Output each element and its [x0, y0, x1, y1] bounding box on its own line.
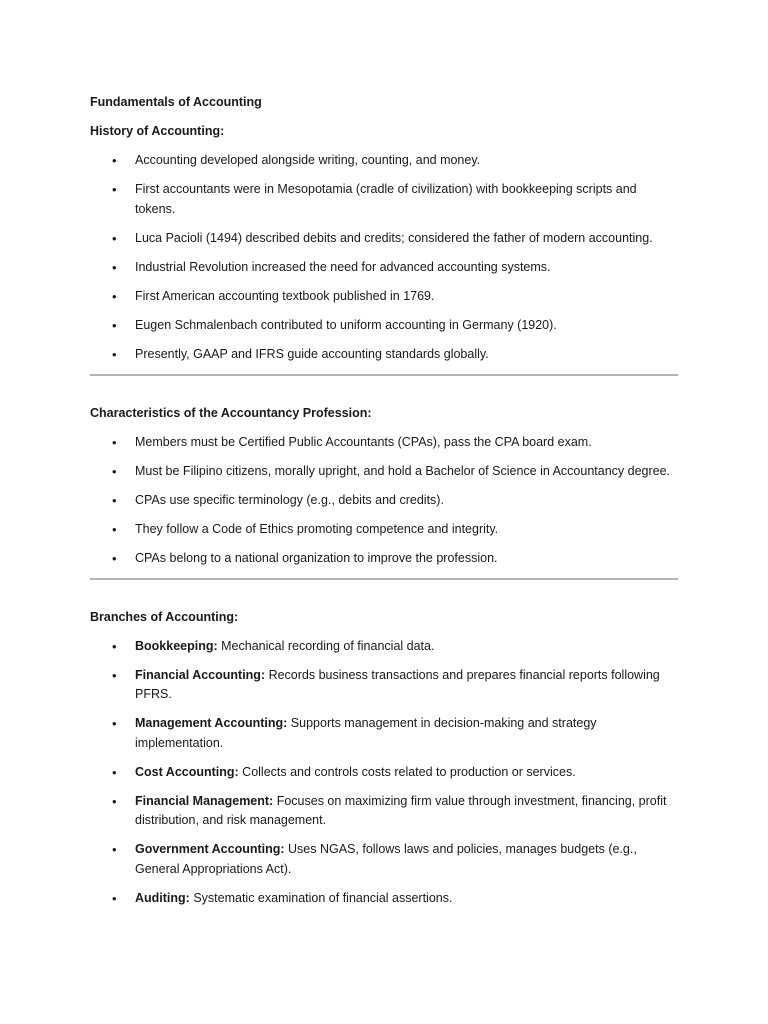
bullet-icon: • [112, 288, 117, 304]
list-item: • Industrial Revolution increased the need for advanced accounting systems. [90, 258, 680, 278]
list-item: • CPAs belong to a national organization to improve the profession. [90, 549, 680, 569]
list-item: • Eugen Schmalenbach contributed to uniform accounting in Germany (1920). [90, 316, 680, 336]
branch-description: Collects and controls costs related to production or services. [238, 764, 576, 779]
list-item: • First accountants were in Mesopotamia (cradle of civilization) with bookkeeping scripts and tokens. [112, 182, 637, 216]
branch-description: Supports management in decision-making and strategy implementation. [135, 716, 597, 750]
branch-term: Bookkeeping: [135, 638, 218, 653]
history-list [90, 151, 680, 364]
branch-term: Cost Accounting: [135, 764, 239, 779]
list-item [90, 840, 680, 879]
bullet-icon: • [112, 521, 117, 537]
list-item: • They follow a Code of Ethics promoting competence and integrity. [90, 520, 680, 540]
branches-section [90, 608, 680, 909]
bullet-icon: • [112, 182, 117, 197]
bullet-icon: • [112, 346, 117, 362]
bullet-icon: • [112, 667, 117, 683]
bullet-icon: • [112, 764, 117, 780]
branch-description: Uses NGAS, follows laws and policies, manages budgets (e.g., General Appropriations Act). [135, 842, 637, 876]
characteristics-section [90, 404, 680, 580]
bullet-icon: • [112, 317, 117, 333]
document-page [90, 93, 680, 918]
bullet-icon: • [112, 550, 117, 566]
branch-term: Auditing: [135, 890, 190, 905]
list-item: • CPAs use specific terminology (e.g., debits and credits). [90, 491, 680, 511]
list-item [90, 666, 680, 705]
branch-description: Records business transactions and prepares financial reports following PFRS. [135, 667, 660, 701]
list-item [90, 792, 680, 831]
branch-description: Systematic examination of financial assertions. [189, 890, 453, 905]
list-item: • Presently, GAAP and IFRS guide accounting standards globally. [90, 345, 680, 365]
bullet-icon: • [112, 230, 117, 246]
list-item [90, 763, 680, 783]
characteristics-list [90, 433, 680, 569]
history-section [90, 122, 680, 376]
bullet-icon: • [112, 259, 117, 275]
bullet-icon: • [112, 434, 117, 450]
list-item [90, 889, 680, 909]
document-title: Fundamentals of Accounting [90, 95, 262, 109]
bullet-icon: • [112, 153, 117, 168]
bullet-icon: • [112, 890, 117, 906]
list-item [90, 714, 680, 753]
characteristics-heading: Characteristics of the Accountancy Profession: [90, 405, 372, 420]
branch-description: Mechanical recording of financial data. [217, 638, 435, 653]
list-item: • Must be Filipino citizens, morally upright, and hold a Bachelor of Science in Accountancy degree. [90, 462, 680, 482]
section-divider [90, 374, 678, 376]
list-item: • Members must be Certified Public Accountants (CPAs), pass the CPA board exam. [90, 433, 680, 453]
branches-list [90, 637, 680, 909]
section-divider [90, 578, 678, 580]
list-item: • Accounting developed alongside writing, counting, and money. [90, 151, 680, 171]
branch-term: Management Accounting: [135, 716, 288, 730]
list-item: • Luca Pacioli (1494) described debits and credits; considered the father of modern accounting. [90, 229, 680, 249]
bullet-icon: • [112, 463, 117, 479]
branch-term: Government Accounting: [135, 842, 285, 856]
branches-heading: Branches of Accounting: [90, 609, 239, 624]
list-item [90, 637, 680, 657]
bullet-icon: • [112, 793, 117, 809]
branch-term: Financial Accounting: [135, 667, 266, 682]
history-heading: History of Accounting: [90, 124, 225, 138]
bullet-icon: • [112, 842, 117, 857]
list-item: • First American accounting textbook published in 1769. [90, 287, 680, 307]
branch-description: Focuses on maximizing firm value through investment, financing, profit distribution, and risk management. [135, 793, 667, 827]
branch-term: Financial Management: [135, 793, 274, 808]
bullet-icon: • [112, 638, 117, 654]
bullet-icon: • [112, 492, 117, 508]
bullet-icon: • [112, 716, 117, 731]
